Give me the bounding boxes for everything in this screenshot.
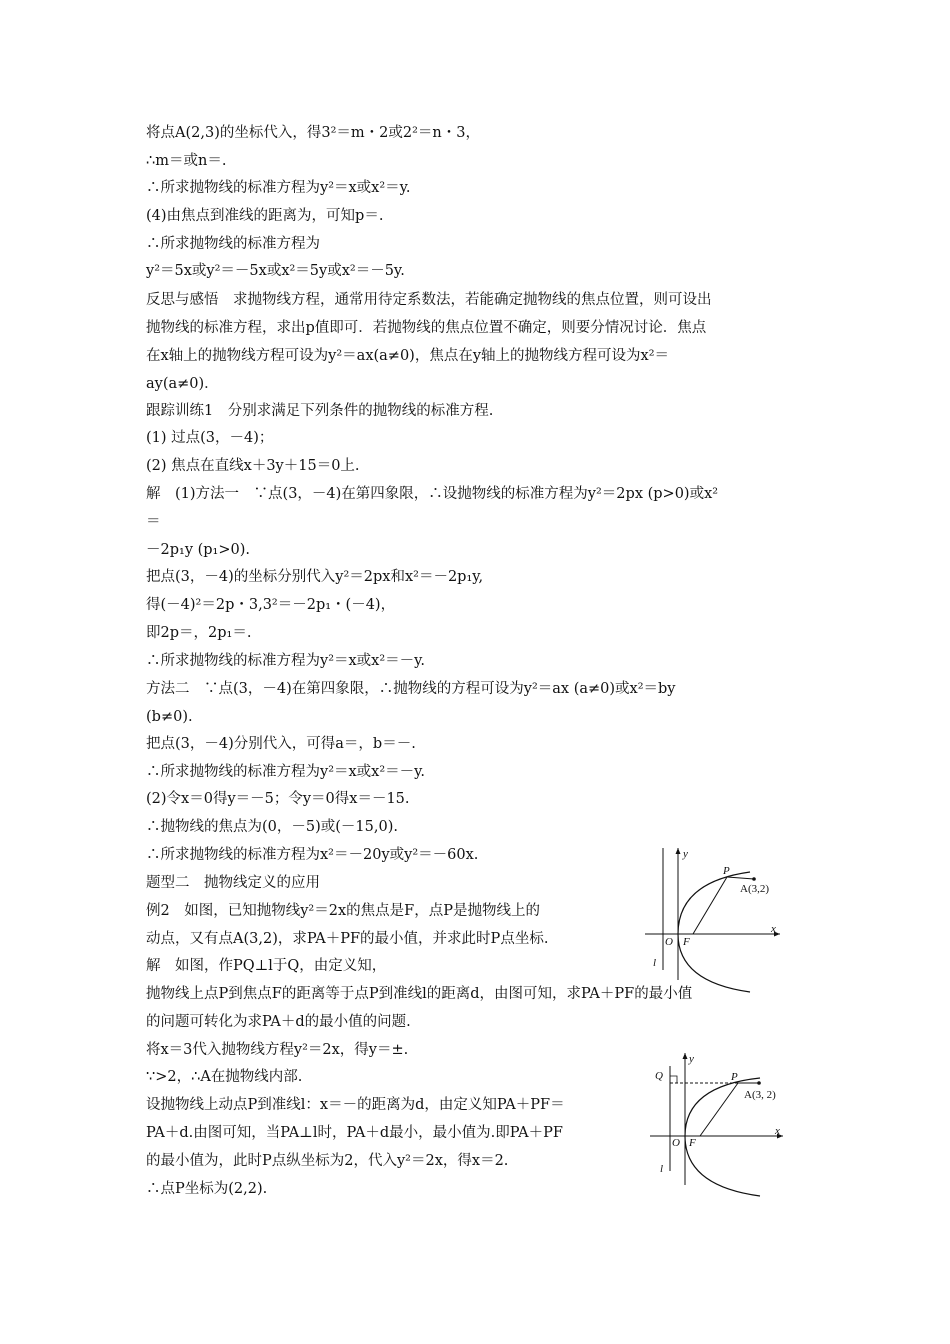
y-axis-label: y (683, 848, 688, 860)
text-line: (2) 焦点在直线x＋3y＋15＝0上. (146, 458, 360, 474)
text-line: 的最小值为，此时P点纵坐标为2，代入y²＝2x，得x＝2. (146, 1153, 509, 1169)
point-p-label: P (723, 865, 730, 877)
text-line: (4)由焦点到准线的距离为，可知p＝. (146, 208, 384, 224)
origin-label: O (665, 936, 673, 948)
x-axis-label: x (775, 1125, 780, 1137)
text-line: 把点(3，－4)分别代入，可得a＝，b＝－. (146, 736, 416, 752)
text-line: ∵>2，∴A在抛物线内部. (146, 1069, 303, 1085)
text-line: PA＋d.由图可知，当PA⊥l时，PA＋d最小，最小值为.即PA＋PF (146, 1125, 563, 1141)
text-line: 即2p＝，2p₁＝. (146, 625, 252, 641)
text-line: (b≠0). (146, 709, 193, 725)
text-line: 把点(3，－4)的坐标分别代入y²＝2px和x²＝－2p₁y, (146, 569, 484, 585)
text-line: ∴m＝或n＝. (146, 153, 227, 169)
point-a-label: A(3,2) (740, 883, 770, 895)
text-line: ∴所求抛物线的标准方程为y²＝x或x²＝－y. (146, 764, 426, 780)
directrix-label: l (660, 1163, 664, 1175)
text-line: 设抛物线上动点P到准线l：x＝－的距离为d，由定义知PA＋PF＝ (146, 1097, 565, 1113)
text-line: 的问题可转化为求PA＋d的最小值的问题. (146, 1014, 411, 1030)
text-line: 在x轴上的抛物线方程可设为y²＝ax(a≠0)，焦点在y轴上的抛物线方程可设为x²＝ (146, 348, 670, 364)
y-axis-arrow (676, 848, 681, 854)
text-line: ∴所求抛物线的标准方程为y²＝x或x²＝－y. (146, 653, 426, 669)
text-line: 将x＝3代入抛物线方程y²＝2x，得y＝±. (146, 1042, 409, 1058)
origin-label: O (672, 1137, 680, 1149)
text-line: y²＝5x或y²＝－5x或x²＝5y或x²＝－5y. (146, 263, 405, 279)
segment-pf (693, 877, 727, 934)
segment-pf (700, 1083, 738, 1136)
text-line: ∴所求抛物线的标准方程为x²＝－20y或y²＝－60x. (146, 847, 479, 863)
directrix-label: l (653, 957, 657, 969)
text-line: ∴点P坐标为(2,2). (146, 1181, 268, 1197)
text-line: (2)令x＝0得y＝－5；令y＝0得x＝－15. (146, 791, 410, 807)
text-line: (1) 过点(3，－4)； (146, 430, 274, 446)
point-a (757, 1081, 761, 1085)
right-angle-mark (670, 1076, 677, 1083)
text-line: ∴所求抛物线的标准方程为 (146, 236, 320, 252)
text-line: 解 如图，作PQ⊥l于Q，由定义知， (146, 958, 387, 974)
text-line: 抛物线上点P到焦点F的距离等于点P到准线l的距离d，由图可知，求PA＋PF的最小值 (146, 986, 693, 1002)
focus-label: F (683, 936, 690, 948)
point-q-label: Q (655, 1070, 663, 1082)
text-line: －2p₁y (p₁>0). (146, 542, 251, 558)
text-line: 抛物线的标准方程，求出p值即可．若抛物线的焦点位置不确定，则要分情况讨论．焦点 (146, 320, 707, 336)
section-heading: 题型二 抛物线定义的应用 (146, 875, 320, 891)
parabola-figure-1 (640, 842, 790, 982)
text-line: 方法二 ∵点(3，－4)在第四象限，∴抛物线的方程可设为y²＝ax (a≠0)或x²＝by (146, 681, 676, 697)
point-a-label: A(3, 2) (744, 1089, 776, 1101)
text-line: 得(－4)²＝2p・3,3²＝－2p₁・(－4)， (146, 597, 396, 613)
segment-pa (727, 877, 754, 879)
text-line: 跟踪训练1 分别求满足下列条件的抛物线的标准方程. (146, 403, 494, 419)
point-a (752, 877, 756, 881)
text-line: 解 (1)方法一 ∵点(3，－4)在第四象限，∴设抛物线的标准方程为y²＝2px (p>0)或x² (146, 486, 719, 502)
text-line: 反思与感悟 求抛物线方程，通常用待定系数法，若能确定抛物线的焦点位置，则可设出 (146, 292, 712, 308)
focus-label: F (689, 1137, 696, 1149)
text-line: 动点，又有点A(3,2)，求PA＋PF的最小值，并求此时P点坐标. (146, 931, 549, 947)
y-axis-arrow (683, 1053, 688, 1059)
text-line: ay(a≠0)． (146, 376, 219, 392)
text-line: 例2 如图，已知抛物线y²＝2x的焦点是F，点P是抛物线上的 (146, 903, 540, 919)
text-line: 将点A(2,3)的坐标代入，得3²＝m・2或2²＝n・3， (146, 125, 480, 141)
text-line: ∴抛物线的焦点为(0，－5)或(－15,0). (146, 819, 398, 835)
text-line: ＝ (146, 514, 161, 530)
x-axis-label: x (771, 923, 776, 935)
y-axis-label: y (689, 1053, 694, 1065)
text-line: ∴所求抛物线的标准方程为y²＝x或x²＝y. (146, 180, 411, 196)
point-p-label: P (731, 1071, 738, 1083)
parabola-figure-2 (645, 1048, 795, 1188)
